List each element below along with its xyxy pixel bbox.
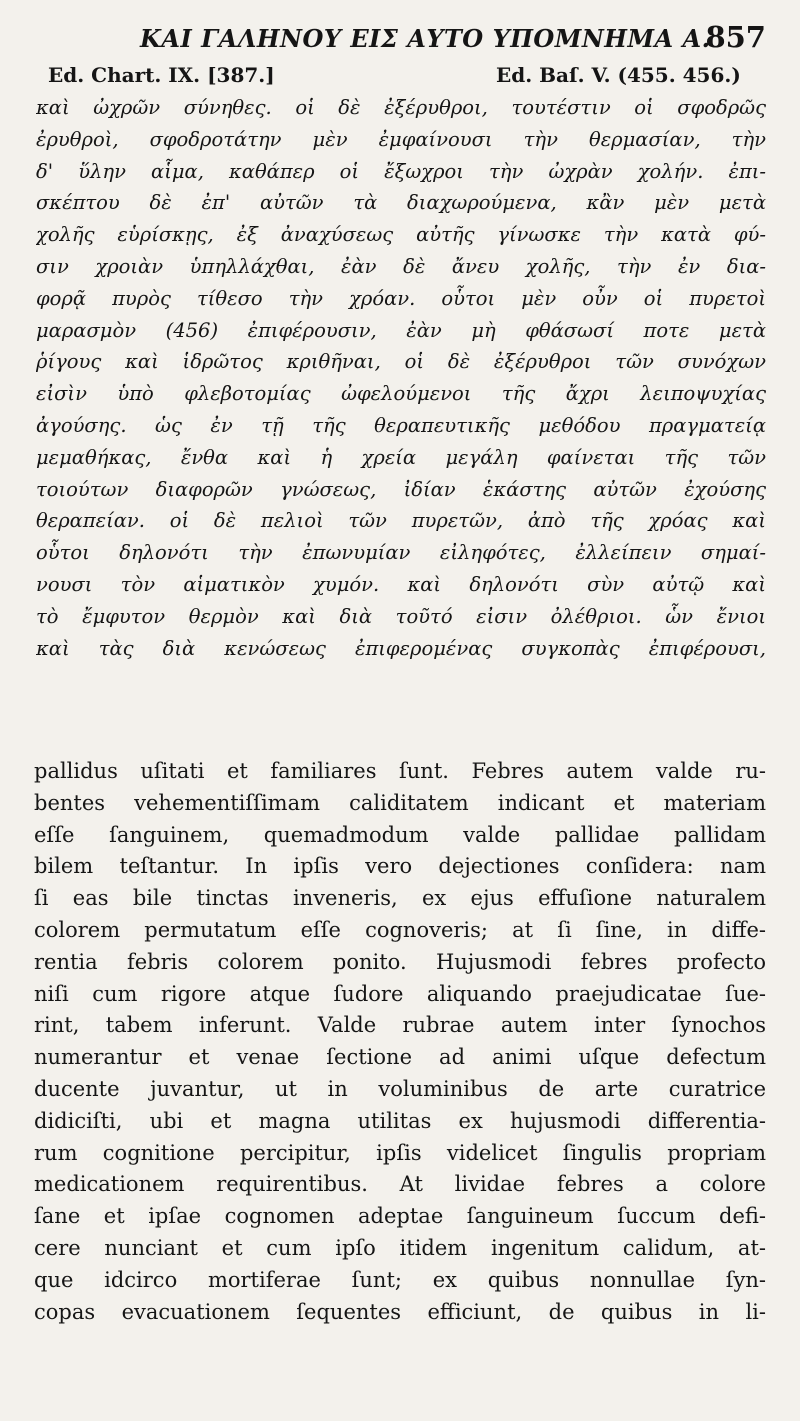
greek-line: δ' ὕλην αἷμα, καθάπερ οἱ ἔξωχροι τὴν ὠχρὰν χολήν. ἐπι-	[36, 159, 766, 183]
greek-line: οὗτοι δηλονότι τὴν ἐπωνυμίαν εἰληφότες, ἐλλείπειν σημαί-	[36, 541, 766, 565]
edition-line	[0, 63, 800, 91]
greek-line: σιν χροιὰν ὑπηλλάχθαι, ἐὰν δὲ ἄνευ χολῆς, τὴν ἐν δια-	[36, 254, 766, 278]
latin-line: rentia febris colorem ponito. Hujusmodi febres profecto	[34, 949, 766, 974]
greek-line: σκέπτου δὲ ἐπ' αὐτῶν τὰ διαχωρούμενα, κἂν μὲν μετὰ	[36, 191, 766, 215]
latin-line: rint, tabem inferunt. Valde rubrae autem inter ſynochos	[34, 1013, 766, 1038]
edition-reference-left: Ed. Chart. IX. [387.]	[48, 63, 275, 87]
latin-line: numerantur et venae ſectione ad animi uſque defectum	[34, 1045, 766, 1070]
latin-line: copas evacuationem ſequentes efficiunt, de quibus in li-	[34, 1299, 766, 1324]
latin-line: bilem teſtantur. In ipſis vero dejectiones conſidera: nam	[34, 854, 766, 879]
page-number: 857	[705, 20, 766, 54]
latin-line: colorem permutatum eſſe cognoveris; at ſi ſine, in diffe-	[34, 917, 766, 942]
greek-line: φορᾷ πυρὸς τίθεσο τὴν χρόαν. οὗτοι μὲν οὖν οἱ πυρετοὶ	[36, 286, 766, 310]
latin-line: cere nunciant et cum ipſo itidem ingenitum calidum, at-	[34, 1235, 766, 1260]
latin-line: pallidus uſitati et familiares ſunt. Febres autem valde ru-	[34, 759, 766, 783]
greek-line: καὶ ὠχρῶν σύνηθες. οἱ δὲ ἐξέρυθροι, τουτέστιν οἱ σφοδρῶς	[36, 96, 766, 119]
greek-line: ἐρυθροὶ, σφοδροτάτην μὲν ἐμφαίνουσι τὴν θερμασίαν, τὴν	[36, 127, 766, 151]
greek-line: μαρασμὸν (456) ἐπιφέρουσιν, ἐὰν μὴ φθάσωσί ποτε μετὰ	[36, 318, 766, 342]
latin-line: niſi cum rigore atque ſudore aliquando praejudicatae ſue-	[34, 981, 766, 1006]
latin-line: ducente juvantur, ut in voluminibus de arte curatrice	[34, 1076, 766, 1101]
greek-line: τοιούτων διαφορῶν γνώσεως, ἰδίαν ἑκάστης αὐτῶν ἐχούσης	[36, 477, 766, 501]
greek-line: ἀγούσης. ὡς ἐν τῇ τῆς θεραπευτικῆς μεθόδου πραγματείᾳ	[36, 413, 766, 437]
greek-line: νουσι τὸν αἱματικὸν χυμόν. καὶ δηλονότι σὺν αὐτῷ καὶ	[36, 572, 766, 596]
greek-line: ῥίγους καὶ ἱδρῶτος κριθῆναι, οἱ δὲ ἐξέρυθροι τῶν συνόχων	[36, 350, 766, 374]
greek-line: τὸ ἔμφυτον θερμὸν καὶ διὰ τοῦτό εἰσιν ὀλέθριοι. ὧν ἔνιοι	[36, 604, 766, 628]
latin-line: ſi eas bile tinctas inveneris, ex ejus effuſione naturalem	[34, 886, 766, 911]
greek-line: θεραπείαν. οἱ δὲ πελιοὶ τῶν πυρετῶν, ἀπὸ τῆς χρόας καὶ	[36, 509, 766, 533]
latin-line: ſane et ipſae cognomen adeptae ſanguineum ſuccum defi-	[34, 1204, 766, 1229]
latin-line: bentes vehementiſſimam caliditatem indicant et materiam	[34, 790, 766, 815]
latin-line: medicationem requirentibus. At lividae febres a colore	[34, 1172, 766, 1197]
greek-line: καὶ τὰς διὰ κενώσεως ἐπιφερομένας συγκοπὰς ἐπιφέρουσι,	[36, 636, 766, 660]
greek-line: χολῆς εὑρίσκῃς, ἐξ ἀναχύσεως αὐτῆς γίνωσκε τὴν κατὰ φύ-	[36, 223, 766, 247]
edition-reference-right: Ed. Baſ. V. (455. 456.)	[496, 63, 741, 87]
greek-line: εἰσὶν ὑπὸ φλεβοτομίας ὠφελούμενοι τῆς ἄχρι λειποψυχίας	[36, 382, 766, 406]
greek-text-block	[36, 92, 766, 664]
latin-line: eſſe ſanguinem, quemadmodum valde pallidae pallidam	[34, 822, 766, 847]
running-head	[0, 20, 800, 60]
latin-text-block	[34, 756, 766, 1328]
running-title: ΚΑΙ ΓΑΛΗΝΟΥ ΕΙΣ ΑΥΤΟ ΥΠΟΜΝΗΜΑ Α.	[140, 24, 711, 53]
latin-line: didiciſti, ubi et magna utilitas ex hujusmodi differentia-	[34, 1108, 766, 1133]
latin-line: rum cognitione percipitur, ipſis videlicet ſingulis propriam	[34, 1140, 766, 1165]
latin-line: que idcirco mortiferae ſunt; ex quibus nonnullae ſyn-	[34, 1267, 766, 1292]
greek-line: μεμαθήκας, ἔνθα καὶ ἡ χρεία μεγάλη φαίνεται τῆς τῶν	[36, 445, 766, 469]
